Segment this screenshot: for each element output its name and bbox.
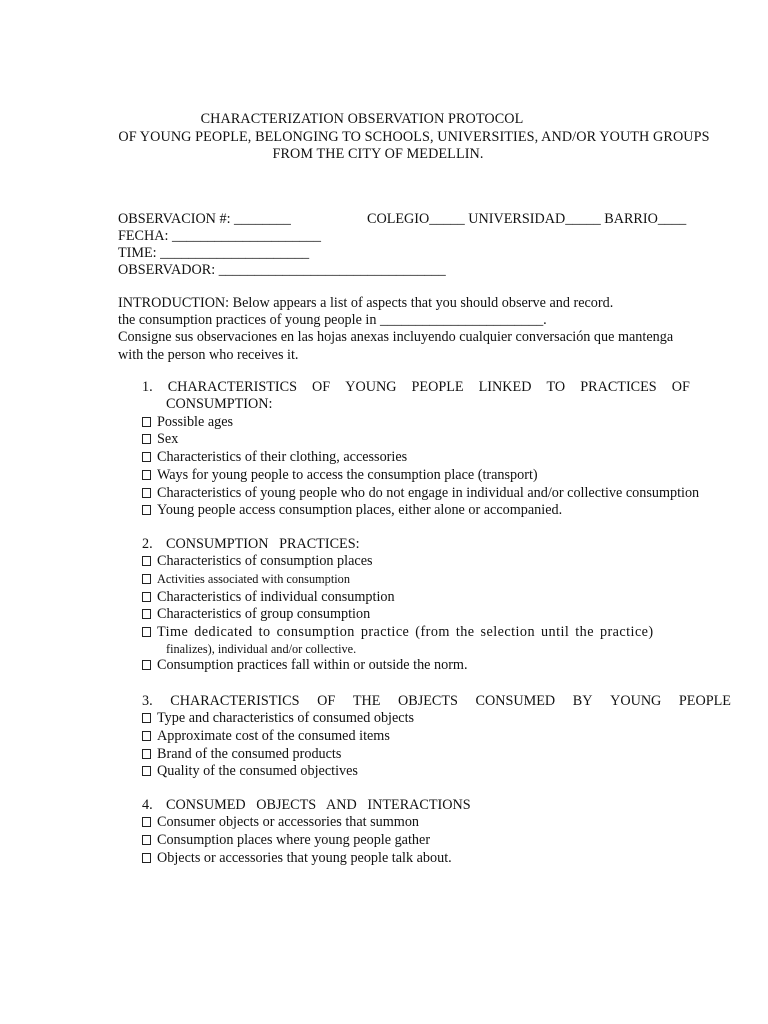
- heading-word: OF: [671, 379, 690, 395]
- checklist-item: [142, 553, 734, 571]
- checkbox-icon[interactable]: [142, 574, 151, 584]
- heading-word: THE: [352, 693, 381, 709]
- introduction: [118, 295, 743, 364]
- field-fecha: FECHA: _____________________: [118, 228, 321, 244]
- heading-word: OF: [312, 379, 331, 395]
- section-title: CONSUMED OBJECTS AND INTERACTIONS: [166, 797, 471, 813]
- section-4: [142, 797, 734, 867]
- item-label: Sex: [157, 431, 179, 448]
- section-4-heading: [142, 797, 734, 814]
- checklist-item: [142, 763, 734, 781]
- checklist-item: [142, 657, 734, 675]
- section-2-heading: [142, 536, 734, 553]
- item-label: Characteristics of their clothing, accessories: [157, 449, 408, 466]
- field-row-observacion: [118, 211, 738, 228]
- checklist-item: [142, 571, 734, 589]
- item-label: Consumer objects or accessories that summon: [157, 814, 420, 831]
- heading-word: YOUNG: [345, 379, 397, 395]
- checkbox-icon[interactable]: [142, 470, 151, 480]
- heading-word: PEOPLE: [678, 693, 731, 709]
- item-label: Activities associated with consumption: [157, 572, 350, 587]
- field-observador: OBSERVADOR: ________________________________: [118, 262, 446, 278]
- heading-word: LINKED: [478, 379, 532, 395]
- document-title: [0, 111, 768, 164]
- title-line-2: OF YOUNG PEOPLE, BELONGING TO SCHOOLS, UNIVERSITIES, AND/OR YOUTH GROUPS: [118, 128, 710, 145]
- item-label: Ways for young people to access the consumption place (transport): [157, 466, 538, 483]
- checkbox-icon[interactable]: [142, 627, 151, 637]
- checkbox-icon[interactable]: [142, 817, 151, 827]
- section-1-heading-cont: CONSUMPTION:: [166, 396, 273, 413]
- heading-word: TO: [546, 379, 566, 395]
- title-line-3: FROM THE CITY OF MEDELLIN.: [272, 146, 484, 163]
- item-label: Quality of the consumed objectives: [157, 763, 358, 780]
- checklist-item: [142, 746, 734, 764]
- checkbox-icon[interactable]: [142, 592, 151, 602]
- checkbox-icon[interactable]: [142, 434, 151, 444]
- section-title: CONSUMPTION PRACTICES:: [166, 536, 360, 552]
- checklist-item: [142, 710, 734, 728]
- heading-word: CONSUMED: [475, 693, 556, 709]
- heading-word: CHARACTERISTICS: [170, 693, 300, 709]
- item-label: Type and characteristics of consumed objects: [157, 710, 415, 727]
- heading-word: CHARACTERISTICS: [167, 379, 297, 395]
- checklist-item: [142, 467, 734, 485]
- section-number: 2.: [142, 536, 153, 552]
- checkbox-icon[interactable]: [142, 766, 151, 776]
- header-fields: [118, 211, 738, 279]
- checklist-item: [142, 431, 734, 449]
- item-label: Consumption places where young people gather: [157, 832, 431, 849]
- checkbox-icon[interactable]: [142, 835, 151, 845]
- section-number: 3.: [142, 693, 153, 709]
- checkbox-icon[interactable]: [142, 452, 151, 462]
- checkbox-icon[interactable]: [142, 713, 151, 723]
- section-3-heading: [142, 693, 731, 710]
- checkbox-icon[interactable]: [142, 505, 151, 515]
- item-label: Approximate cost of the consumed items: [157, 728, 390, 745]
- intro-line-4: with the person who receives it.: [118, 346, 299, 363]
- section-3: [142, 693, 734, 781]
- checklist-item: [142, 832, 734, 850]
- heading-word: YOUNG: [610, 693, 662, 709]
- checkbox-icon[interactable]: [142, 660, 151, 670]
- checklist-item: [142, 589, 734, 607]
- section-number: 4.: [142, 797, 153, 813]
- checkbox-icon[interactable]: [142, 417, 151, 427]
- checkbox-icon[interactable]: [142, 556, 151, 566]
- intro-line-3: Consigne sus observaciones en las hojas anexas incluyendo cualquier conversación que mantenga: [118, 329, 674, 346]
- checkbox-icon[interactable]: [142, 488, 151, 498]
- heading-word: OF: [317, 693, 336, 709]
- item-label: Time dedicated to consumption practice (from the selection until the practice): [157, 624, 654, 641]
- section-2: [142, 536, 734, 675]
- field-colegio-universidad-barrio: COLEGIO_____ UNIVERSIDAD_____ BARRIO____: [367, 211, 687, 227]
- checklist-item: [142, 606, 734, 624]
- heading-word: PRACTICES: [580, 379, 657, 395]
- item-label: Characteristics of group consumption: [157, 606, 371, 623]
- item-label: Possible ages: [157, 413, 234, 430]
- item-label: Objects or accessories that young people talk about.: [157, 849, 452, 866]
- section-1: [142, 379, 734, 520]
- checklist-item: [142, 728, 734, 746]
- item-label: Consumption practices fall within or outside the norm.: [157, 657, 468, 674]
- section-number: 1.: [142, 379, 153, 395]
- item-label: Characteristics of consumption places: [157, 553, 373, 570]
- checklist-item: [142, 850, 734, 868]
- checklist-item: [142, 449, 734, 467]
- checklist-item: [142, 502, 734, 520]
- checkbox-icon[interactable]: [142, 609, 151, 619]
- checkbox-icon[interactable]: [142, 731, 151, 741]
- field-observacion: OBSERVACION #: ________: [118, 211, 291, 227]
- checklist-item: [142, 414, 734, 432]
- intro-line-2: the consumption practices of young people in _______________________.: [118, 312, 547, 329]
- checklist-item: [142, 814, 734, 832]
- item-label: Young people access consumption places, either alone or accompanied.: [157, 502, 563, 519]
- item-label: Characteristics of young people who do not engage in individual and/or collective consumption: [157, 484, 700, 501]
- checklist-item: [142, 624, 734, 657]
- checkbox-icon[interactable]: [142, 853, 151, 863]
- heading-word: PEOPLE: [411, 379, 464, 395]
- item-label-continuation: finalizes), individual and/or collective.: [166, 642, 357, 657]
- item-label: Characteristics of individual consumption: [157, 588, 395, 605]
- checkbox-icon[interactable]: [142, 749, 151, 759]
- title-line-1: CHARACTERIZATION OBSERVATION PROTOCOL: [200, 111, 524, 127]
- checklist-item: [142, 485, 734, 503]
- item-label: Brand of the consumed products: [157, 745, 342, 762]
- section-1-heading: [142, 379, 690, 396]
- field-time: TIME: _____________________: [118, 245, 310, 261]
- intro-line-1: INTRODUCTION: Below appears a list of aspects that you should observe and record.: [118, 295, 614, 311]
- heading-word: BY: [572, 693, 593, 709]
- heading-word: OBJECTS: [398, 693, 458, 709]
